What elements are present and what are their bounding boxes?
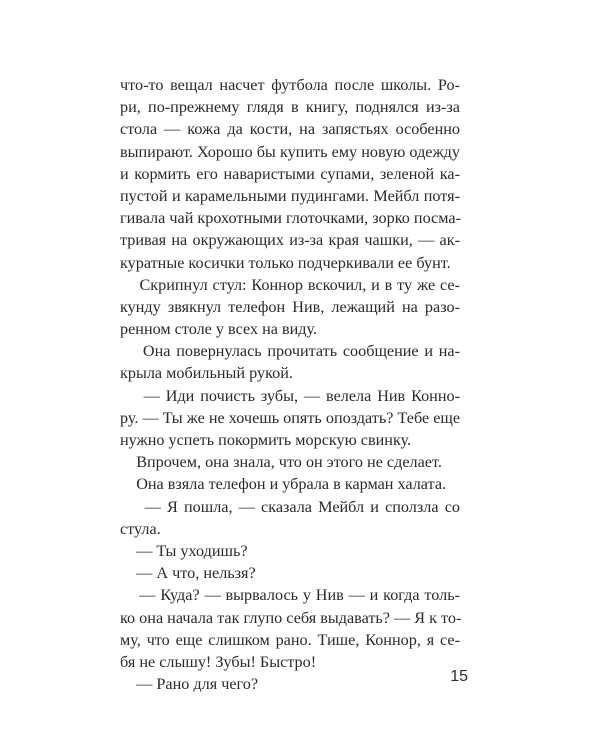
text-line: Впрочем, она знала, что он этого не сделает. — [120, 453, 442, 472]
text-line: тривая на окружающих из-за края чашки, — ак- — [120, 231, 460, 250]
text-line: бя не слышу! Зубы! Быстро! — [120, 652, 317, 671]
text-line: — Ты уходишь? — [120, 541, 248, 560]
text-line: Она повернулась прочитать сообщение и на- — [120, 342, 460, 361]
text-line: ру. — Ты же не хочешь опять опоздать? Тебе еще — [120, 408, 461, 427]
text-line: выпирают. Хорошо бы купить ему новую одежду — [120, 142, 460, 161]
text-line: — Я пошла, — сказала Мейбл и сползла со — [120, 497, 460, 516]
text-line: ко она начала так глупо себя выдавать? — Я к то- — [120, 608, 462, 627]
text-line: стола — кожа да кости, на запястьях особенно — [120, 120, 460, 139]
text-line: крыла мобильный рукой. — [120, 364, 293, 383]
text-line: куратные косички только подчеркивали ее бунт. — [120, 253, 451, 272]
body-text — [120, 74, 460, 695]
text-line: ренном столе у всех на виду. — [120, 320, 318, 339]
text-line: Скрипнул стул: Коннор вскочил, и в ту же се- — [120, 275, 460, 294]
text-line: — А что, нельзя? — [120, 564, 256, 583]
text-line: — Куда? — вырвалось у Нив — и когда толь- — [120, 586, 460, 605]
text-line: стула. — [120, 519, 161, 538]
text-line: пустой и карамельными пудингами. Мейбл потя- — [120, 186, 460, 205]
text-line: ри, по-прежнему глядя в книгу, поднялся из-за — [120, 98, 460, 117]
text-line: — Иди почисть зубы, — велела Нив Конно- — [120, 386, 460, 405]
text-line: гивала чай крохотными глоточками, зорко посма- — [120, 209, 461, 228]
text-line: что-то вещал насчет футбола после школы. Ро- — [120, 76, 460, 94]
text-line: Она взяла телефон и убрала в карман халата. — [120, 475, 447, 494]
text-line: — Рано для чего? — [120, 675, 259, 694]
text-line: и кормить его наваристыми супами, зеленой ка- — [120, 164, 460, 183]
page-number: 15 — [450, 668, 468, 685]
text-line: му, что еще слишком рано. Тише, Коннор, я се- — [120, 630, 460, 649]
text-line: нужно успеть покормить морскую свинку. — [120, 431, 412, 449]
text-line: кунду звякнул телефон Нив, лежащий на разо- — [120, 297, 460, 316]
